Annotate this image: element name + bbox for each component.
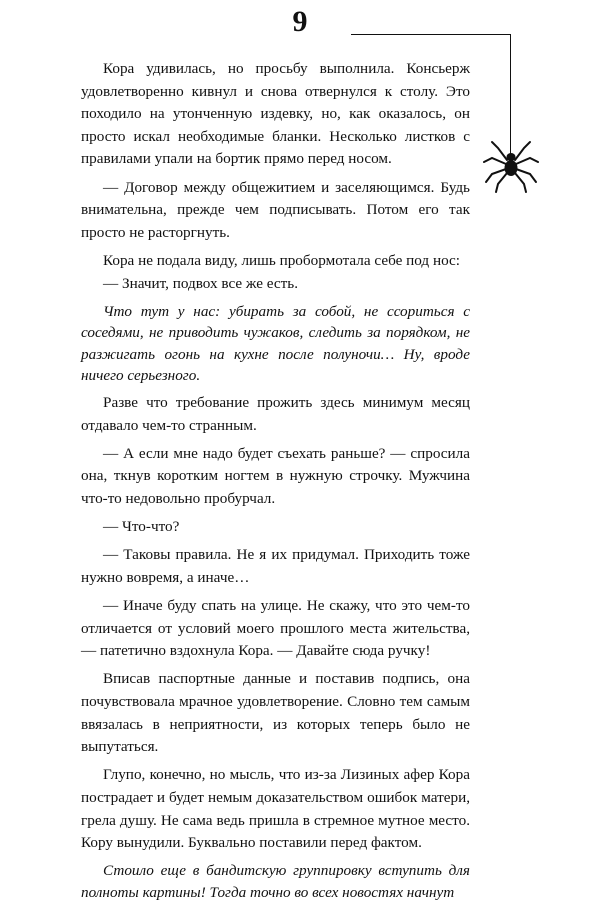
paragraph-italic: Что тут у нас: убирать за собой, не ссориться с соседями, не приводить чужаков, следить за порядком, не разжигать огонь на кухне после полуночи… Ну, вроде ничего серьезного. (81, 302, 470, 384)
header-rule (351, 34, 511, 35)
paragraph: Вписав паспортные данные и поставив подпись, она почувствовала мрачное удовлетворение. Словно тем самым ввязалась в неприятности, из которых теперь было не выпутаться. (81, 670, 470, 756)
paragraph: — Значит, подвох все же есть. (103, 274, 298, 292)
spider-thread (510, 34, 511, 154)
paragraph: — А если мне надо будет съехать раньше? — спросила она, ткнув коротким ногтем в нужную строчку. Мужчина что-то недовольно пробурчал. (81, 444, 470, 507)
paragraph: Кора удивилась, но просьбу выполнила. Консьерж удовлетворенно кивнул и снова отвернулся к столу. Это походило на утонченную издевку, но, как оказалось, он просто искал необходимые бланки. Несколько листков с правилами упали на бортик прямо перед носом. (81, 60, 470, 168)
page-number: 9 (292, 5, 308, 38)
paragraph: — Договор между общежитием и заселяющимся. Будь внимательна, прежде чем подписывать. Потом его так просто не расторгнуть. (81, 178, 470, 241)
spider-icon (480, 138, 542, 196)
paragraph: — Таковы правила. Не я их придумал. Приходить тоже нужно вовремя, а иначе… (81, 546, 470, 586)
paragraph: — Что-что? (103, 518, 180, 536)
body-text (81, 58, 470, 909)
paragraph: — Иначе буду спать на улице. Не скажу, что это чем-то отличается от условий моего прошлого места жительства, — патетично вздохнула Кора. — Давайте сюда ручку! (81, 597, 470, 660)
paragraph: Кора не подала виду, лишь пробормотала себе под нос: (103, 251, 461, 269)
paragraph-italic: Стоило еще в бандитскую группировку вступить для полноты картины! Тогда точно во всех новостях начнут (81, 862, 470, 901)
paragraph: Разве что требование прожить здесь минимум месяц отдавало чем-то странным. (81, 393, 470, 434)
paragraph: Глупо, конечно, но мысль, что из-за Лизиных афер Кора пострадает и будет немым доказательством ошибок матери, грела душу. Не сама ведь пришла в стремное мутное место. Кору вынудили. Буквально поставили перед фактом. (81, 766, 470, 852)
